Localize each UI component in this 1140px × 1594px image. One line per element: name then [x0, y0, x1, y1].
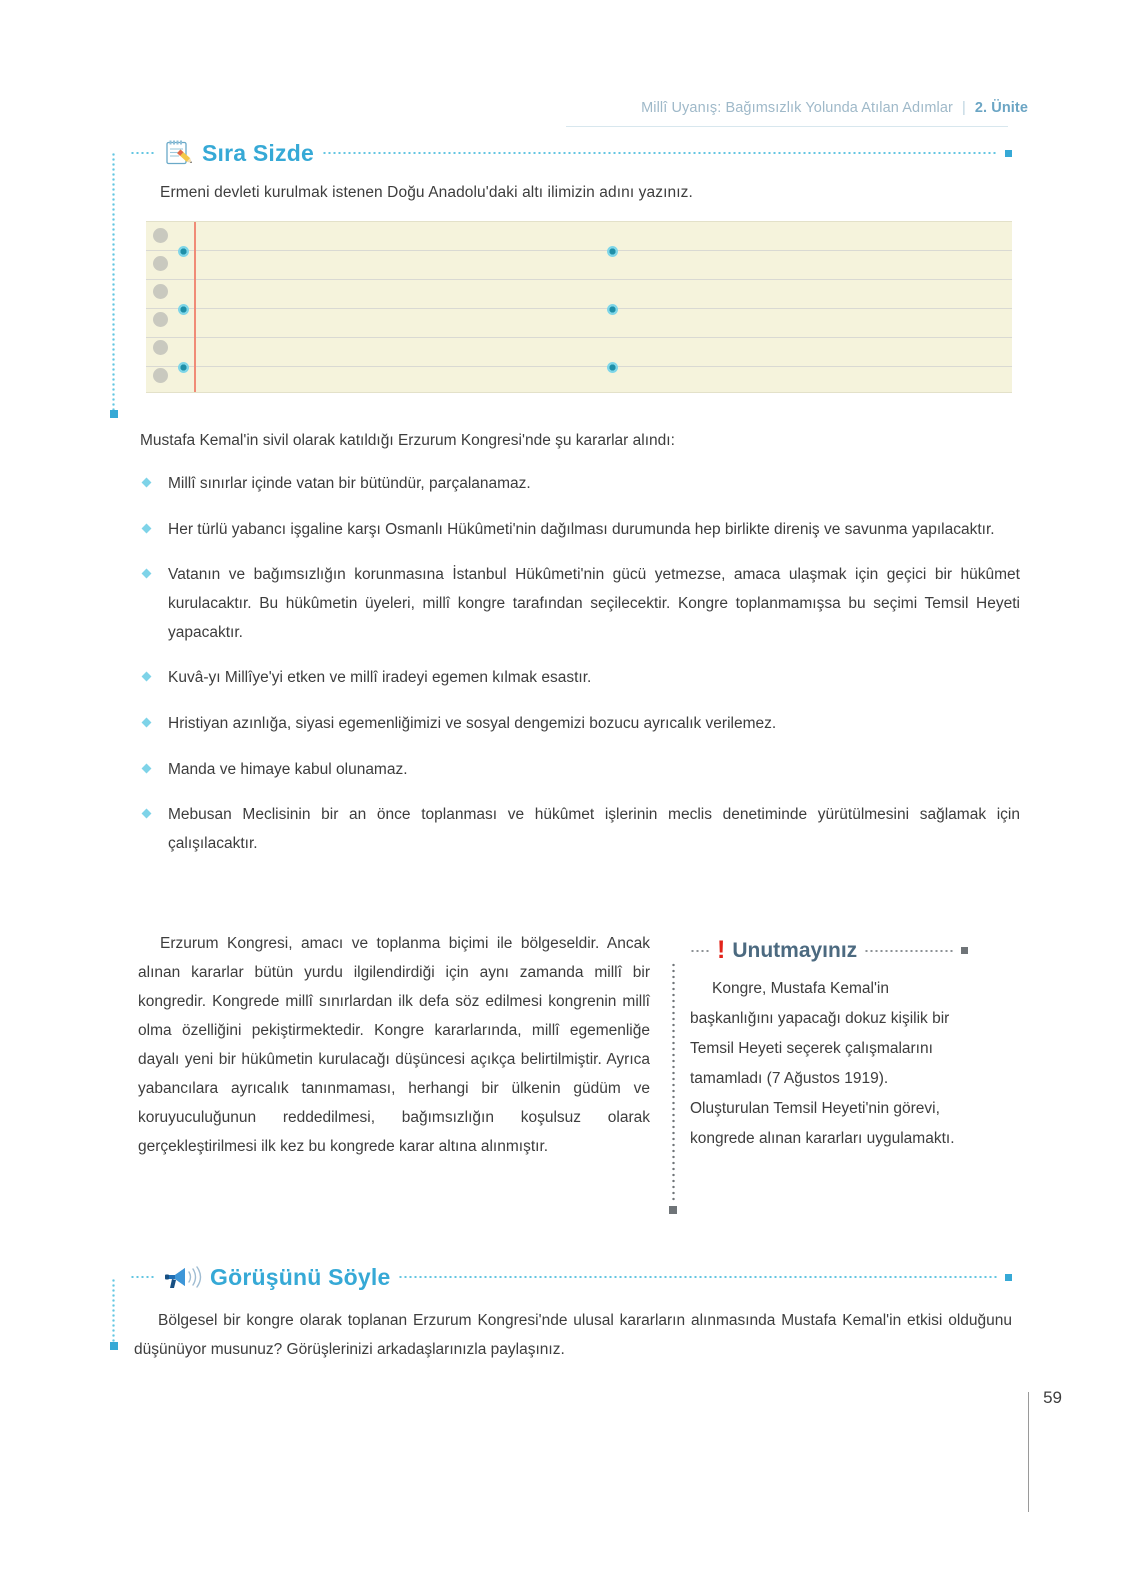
heading-leader-cap [961, 947, 968, 954]
diamond-bullet-icon [142, 763, 152, 773]
gorusunu-soyle-section [112, 1262, 1012, 1365]
header-separator: | [961, 100, 966, 116]
answer-slot[interactable] [178, 243, 439, 257]
diamond-bullet-icon [142, 523, 152, 533]
list-item [140, 801, 1020, 858]
header-divider [566, 126, 1008, 127]
unutmayiniz-rail-cap [669, 1206, 677, 1214]
gorusunu-soyle-body: Bölgesel bir kongre olarak toplanan Erzurum Kongresi'nde ulusal kararların alınmasında Mustafa Kemal'in etkisi olduğunu düşünüyor musunuz? Görüşlerinizi arkadaşlarınızla paylaşınız. [134, 1312, 1012, 1359]
heading-leader-left [130, 152, 156, 154]
answer-bullet-icon [178, 304, 189, 315]
list-item-text: Mebusan Meclisinin bir an önce toplanması ve hükûmet işlerinin meclis denetiminde yürütülmesini sağlamak için çalışılacaktır. [168, 806, 1020, 853]
unutmayiniz-box [668, 938, 968, 1153]
answer-dotted-line[interactable] [630, 359, 858, 371]
megaphone-icon [164, 1264, 202, 1290]
list-item-text: Her türlü yabancı işgaline karşı Osmanlı Hükûmeti'nin dağılması durumunda hep birlikte direniş ve savunma yapılacaktır. [168, 520, 995, 538]
sira-sizde-left-rail [112, 152, 115, 414]
answer-dotted-line[interactable] [201, 359, 439, 371]
answer-bullet-icon [607, 362, 618, 373]
sira-sizde-title: Sıra Sizde [202, 139, 314, 166]
sira-sizde-rail-cap [110, 410, 118, 418]
diamond-bullet-icon [142, 478, 152, 488]
heading-leader-cap [1005, 150, 1012, 157]
gorusunu-soyle-heading [130, 1262, 1012, 1292]
answer-bullet-icon [178, 362, 189, 373]
answer-slot[interactable] [178, 359, 439, 373]
heading-leader-right [322, 152, 997, 154]
heading-leader-cap [1005, 1274, 1012, 1281]
page-folio [1028, 1388, 1062, 1512]
answer-bullet-icon [178, 246, 189, 257]
gorusunu-soyle-rail-cap [110, 1342, 118, 1350]
heading-leader-left [130, 1276, 156, 1278]
answer-dotted-line[interactable] [630, 301, 858, 313]
list-item-text: Millî sınırlar içinde vatan bir bütündür, parçalanamaz. [168, 475, 531, 492]
sira-sizde-heading [130, 138, 1012, 168]
decisions-intro-text: Mustafa Kemal'in sivil olarak katıldığı Erzurum Kongresi'nde şu kararlar alındı: [140, 432, 675, 449]
unutmayiniz-heading [690, 938, 968, 963]
list-item [140, 561, 1020, 647]
list-item [140, 756, 1020, 785]
answer-slot[interactable] [607, 301, 858, 315]
unutmayiniz-body: Kongre, Mustafa Kemal'in başkanlığını yapacağı dokuz kişilik bir Temsil Heyeti seçerek çalışmalarını tamamladı (7 Ağustos 1919). Oluşturulan Temsil Heyeti'nin görevi, kongrede alınan kararları uygulamaktı. [690, 980, 955, 1147]
answer-bullet-icon [607, 246, 618, 257]
answer-dotted-line[interactable] [630, 243, 858, 255]
header-chapter-title: Millî Uyanış: Bağımsızlık Yolunda Atılan Adımlar [641, 100, 953, 116]
answer-slot[interactable] [178, 301, 439, 315]
list-item [140, 516, 1020, 545]
diamond-bullet-icon [142, 672, 152, 682]
answer-slot[interactable] [607, 243, 858, 257]
list-item [140, 664, 1020, 693]
gorusunu-soyle-title: Görüşünü Söyle [210, 1263, 391, 1290]
sira-sizde-question: Ermeni devleti kurulmak istenen Doğu Anadolu'daki altı ilimizin adını yazınız. [160, 184, 693, 201]
list-item-text: Hristiyan azınlığa, siyasi egemenliğimizi ve sosyal dengemizi bozucu ayrıcalık verilemez. [168, 715, 777, 733]
exclamation-icon: ! [717, 936, 726, 964]
diamond-bullet-icon [142, 718, 152, 728]
list-item-text: Kuvâ-yı Millîye'yi etken ve millî iradeyi egemen kılmak esastır. [168, 669, 592, 687]
diamond-bullet-icon [142, 809, 152, 819]
sira-sizde-section [112, 138, 1012, 393]
list-item [140, 710, 1020, 739]
list-item-text: Manda ve himaye kabul olunamaz. [168, 760, 408, 778]
list-item-text: Vatanın ve bağımsızlığın korunmasına İstanbul Hükûmeti'nin gücü yetmezse, amaca ulaşmak için geçici bir hükûmet kurulacaktır. Bu hükûmetin üyeleri, millî kongre tarafından seçilecektir. Kongre toplanmamışsa bu seçimi Temsil Heyeti yapacaktır. [168, 566, 1020, 641]
heading-leader-left [690, 950, 710, 952]
answer-dotted-line[interactable] [201, 243, 439, 255]
heading-leader-right [864, 950, 954, 952]
running-header [641, 100, 1028, 116]
gorusunu-soyle-left-rail [112, 1278, 115, 1346]
heading-leader-right [398, 1276, 997, 1278]
unutmayiniz-left-rail [672, 962, 675, 1202]
answer-bullet-icon [607, 304, 618, 315]
notepad-pencil-icon [164, 138, 194, 168]
diamond-bullet-icon [142, 569, 152, 579]
summary-paragraph: Erzurum Kongresi, amacı ve toplanma biçimi ile bölgeseldir. Ancak alınan kararlar bütün yurdu ilgilendirdiği için aynı zamanda millî bir kongredir. Kongrede millî sınırlardan ilk defa söz edilmesi kongrenin millî olma özelliğini pekiştirmektedir. Kongre kararlarında, millî egemenliğe dayalı yeni bir hükûmetin kurulacağı düşüncesi açıkça belirtilmiştir. Ayrıca yabancılara ayrıcalık tanınmaması, herhangi bir ülkenin güdüm ve koruyuculuğunun reddedilmesi, bağımsızlığın koşulsuz olarak gerçekleştirilmesi ilk kez bu kongrede karar altına alınmıştır. [138, 935, 650, 1155]
header-unit-label: 2. Ünite [974, 100, 1028, 116]
notepad-answer-slots [146, 222, 1012, 392]
answer-slot[interactable] [607, 359, 858, 373]
unutmayiniz-title: Unutmayınız [732, 938, 858, 962]
page-number: 59 [1043, 1388, 1062, 1407]
list-item [140, 470, 1020, 499]
folio-divider [1028, 1392, 1029, 1512]
answer-dotted-line[interactable] [201, 301, 439, 313]
decisions-list [140, 470, 1020, 876]
answer-notepad[interactable] [146, 221, 1012, 393]
